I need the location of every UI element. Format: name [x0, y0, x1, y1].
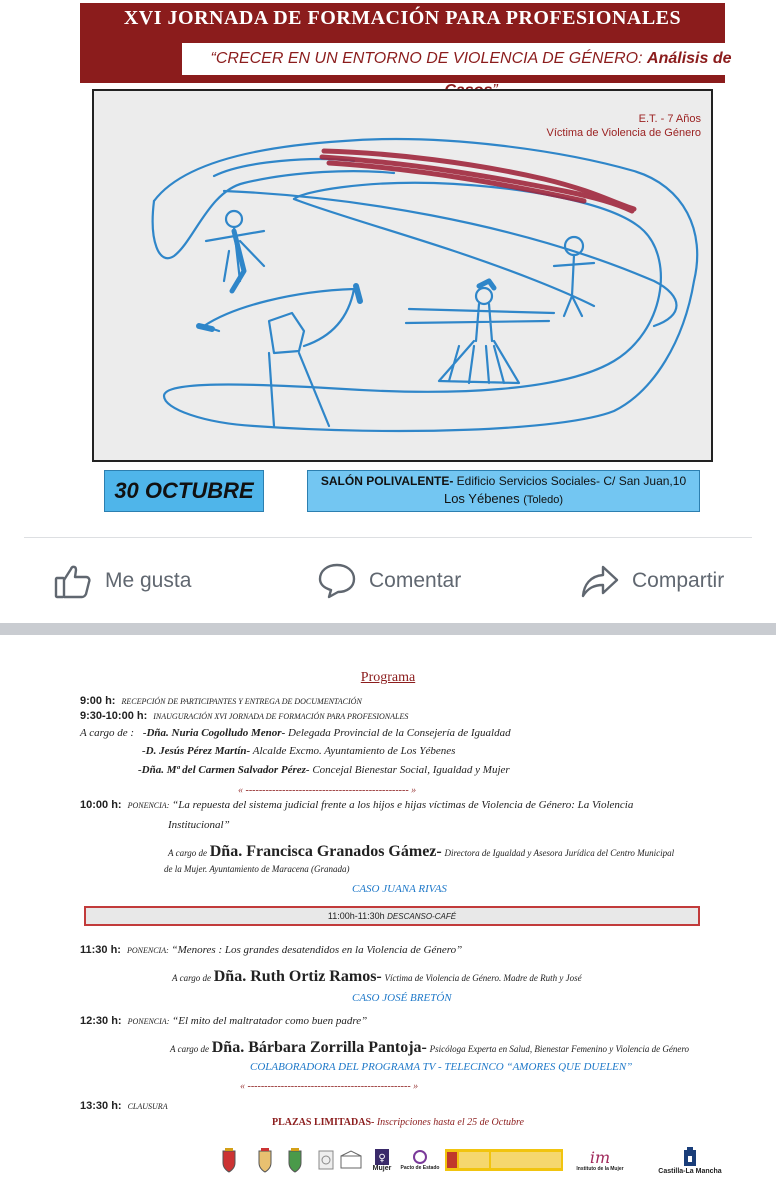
acargo-label: A cargo de : — [80, 727, 135, 739]
thumbs-up-icon — [53, 561, 93, 601]
shield-logo-1 — [220, 1142, 238, 1178]
share-button[interactable] — [580, 560, 724, 602]
crest-icon — [317, 1148, 335, 1172]
logo-clm-text: Castilla-La Mancha — [658, 1167, 722, 1175]
case-jose-breton: CASO JOSÉ BRETÓN — [352, 992, 452, 1004]
castilla-la-mancha-icon — [681, 1146, 699, 1168]
row-0930-text: INAUGURACIÓN XVI JORNADA DE FORMACIÓN PARA PROFESIONALES — [153, 712, 409, 721]
speaker2-name: -D. Jesús Pérez Martín- — [142, 745, 251, 757]
program-title: Programa — [360, 670, 416, 685]
program-row-1230 — [80, 1015, 367, 1027]
speaker2-role: Alcalde Excmo. Ayuntamiento de Los Yébenes — [252, 745, 456, 757]
event-date: 30 OCTUBRE — [104, 470, 264, 512]
talk-1000-title-2: Institucional” — [168, 819, 230, 831]
dashes-2: « ------------------------------------------------- » — [240, 1081, 419, 1092]
coat-of-arms-icon-2 — [257, 1147, 273, 1173]
divider — [24, 537, 752, 538]
speaker3-name: -Dña. Mª del Carmen Salvador Pérez- — [138, 764, 310, 776]
speaker1-role: Delegada Provincial de la Consejería de Igualdad — [288, 727, 511, 739]
pacto-logo — [400, 1142, 440, 1178]
talk-1230-role: Psicóloga Experta en Salud, Bienestar Femenino y Violencia de Género — [429, 1044, 690, 1054]
talk-1130-title: “Menores : Los grandes desatendidos en la Violencia de Género” — [171, 944, 463, 956]
gobierno-logo — [444, 1142, 564, 1178]
place-province: (Toledo) — [523, 494, 564, 506]
poster-banner — [80, 3, 732, 83]
svg-text:im: im — [589, 1148, 611, 1166]
poster-subtitle — [182, 43, 760, 75]
ponencia-label-2: PONENCIA: — [126, 946, 169, 955]
pacto-icon — [410, 1149, 430, 1165]
inscripciones: Inscripciones hasta el 25 de Octubre — [376, 1117, 524, 1128]
poster-title: XVI JORNADA DE FORMACIÓN PARA PROFESIONALES — [123, 7, 682, 29]
talk-1230-speaker-row — [170, 1039, 689, 1057]
poster-subtitle-main: “CRECER EN UN ENTORNO DE VIOLENCIA DE GÉNERO: — [210, 50, 643, 67]
mujer-logo — [368, 1142, 396, 1178]
instituto-mujer-logo — [570, 1142, 630, 1178]
mujer-icon — [375, 1149, 389, 1165]
like-label: Me gusta — [105, 569, 192, 592]
talk-1000-role-2: de la Mujer. Ayuntamiento de Maracena (Granada) — [164, 864, 350, 874]
program-row-0930 — [80, 710, 408, 722]
program-row-0900 — [80, 695, 362, 707]
child-drawing — [92, 89, 713, 462]
gobierno-espana-icon — [445, 1149, 563, 1171]
talk-1000-role-1: Directora de Igualdad y Asesora Jurídica del Centro Municipal — [444, 848, 675, 858]
speaker1-name: -Dña. Nuria Cogolludo Menor- — [142, 727, 286, 739]
time-1330: 13:30 h: — [80, 1100, 122, 1112]
clm-logo — [655, 1142, 725, 1178]
case-juana-rivas: CASO JUANA RIVAS — [352, 883, 447, 895]
plazas-limitadas: PLAZAS LIMITADAS- — [272, 1117, 375, 1128]
drawing-caption-author: E.T. - 7 Años — [638, 113, 701, 125]
talk-1230-title: “El mito del maltratador como buen padre” — [172, 1015, 368, 1027]
row-1330-text: CLAUSURA — [127, 1102, 168, 1111]
instituto-mujer-icon — [587, 1148, 613, 1166]
break-time: 11:00h-11:30h — [327, 911, 385, 921]
talk-1130-role: Víctima de Violencia de Género. Madre de Ruth y José — [384, 973, 582, 983]
time-1230: 12:30 h: — [80, 1015, 122, 1027]
share-arrow-icon — [580, 561, 620, 601]
logo-pacto-text: Pacto de Estado — [400, 1165, 440, 1171]
ponencia-label: PONENCIA: — [127, 801, 170, 810]
dashes-1: « ------------------------------------------------- » — [238, 785, 417, 796]
share-label: Compartir — [632, 569, 725, 592]
coat-of-arms-icon — [221, 1147, 237, 1173]
place-detail: Edificio Servicios Sociales- C/ San Juan,10 — [456, 474, 687, 488]
tv-collaborator: COLABORADORA DEL PROGRAMA TV - TELECINCO “AMORES QUE DUELEN” — [250, 1061, 633, 1073]
break-text: DESCANSO-CAFÉ — [387, 912, 457, 921]
place-town: Los Yébenes — [443, 491, 520, 506]
acargo-de-3: A cargo de — [170, 1044, 209, 1054]
speaker-row-2 — [142, 745, 455, 757]
coat-of-arms-icon-3 — [287, 1147, 303, 1173]
place-name: SALÓN POLIVALENTE- — [320, 474, 454, 488]
drawing-caption-desc: Víctima de Violencia de Género — [546, 127, 701, 139]
child-drawing-art — [94, 91, 711, 460]
shield-logo-2 — [256, 1142, 274, 1178]
program-image — [0, 635, 776, 1200]
poster-subtitle-bold: Análisis de — [647, 50, 732, 67]
logo-mujer-text: Mujer — [372, 1164, 392, 1172]
row-0900-text: RECEPCIÓN DE PARTICIPANTES Y ENTREGA DE DOCUMENTACIÓN — [121, 697, 362, 706]
program-row-1130 — [80, 944, 462, 956]
registration-note — [272, 1117, 524, 1128]
talk-1130-speaker: Dña. Ruth Ortiz Ramos- — [213, 968, 382, 985]
building-icon — [340, 1150, 362, 1170]
talk-1000-speaker-row — [168, 843, 674, 861]
time-1000: 10:00 h: — [80, 799, 122, 811]
post-separator — [0, 623, 776, 635]
like-button[interactable] — [53, 560, 191, 602]
comment-bubble-icon — [317, 561, 357, 601]
talk-1230-speaker: Dña. Bárbara Zorrilla Pantoja- — [211, 1039, 427, 1056]
building-logo — [340, 1142, 362, 1178]
speaker-row-3 — [138, 764, 510, 776]
talk-1130-speaker-row — [172, 968, 582, 986]
program-row-1330 — [80, 1100, 168, 1112]
ponencia-label-3: PONENCIA: — [127, 1017, 170, 1026]
comment-label: Comentar — [369, 569, 462, 592]
talk-1000-speaker: Dña. Francisca Granados Gámez- — [209, 843, 442, 860]
svg-text:♀: ♀ — [378, 1152, 386, 1164]
shield-logo-3 — [286, 1142, 304, 1178]
event-place — [307, 470, 700, 512]
comment-button[interactable] — [317, 560, 461, 602]
coffee-break — [84, 906, 700, 926]
sponsor-logos — [0, 1142, 776, 1182]
program-row-1000 — [80, 799, 633, 811]
speaker3-role: Concejal Bienestar Social, Igualdad y Mujer — [312, 764, 510, 776]
crest-logo — [316, 1142, 336, 1178]
acargo-de-2: A cargo de — [172, 973, 211, 983]
time-1130: 11:30 h: — [80, 944, 121, 956]
time-0900: 9:00 h: — [80, 695, 116, 707]
time-0930: 9:30-10:00 h: — [80, 710, 148, 722]
acargo-de-1: A cargo de — [168, 848, 207, 858]
logo-instituto-text: Instituto de la Mujer — [576, 1166, 624, 1172]
speaker-row-1 — [80, 727, 511, 739]
talk-1000-title-1: “La repuesta del sistema judicial frente a los hijos e hijas víctimas de Violencia de Género: La Violencia — [172, 799, 634, 811]
